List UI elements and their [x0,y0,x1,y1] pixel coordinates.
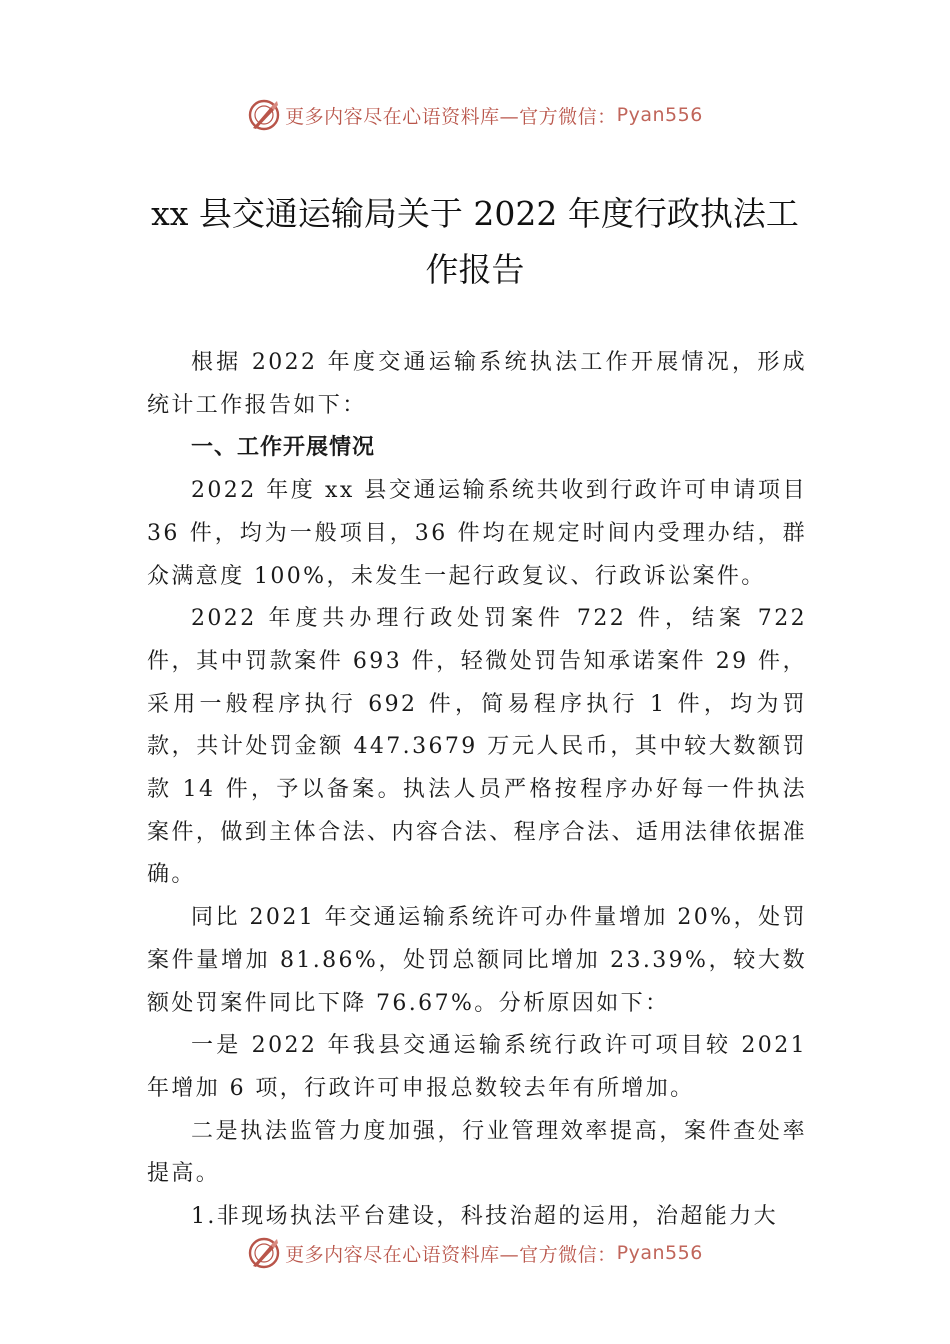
document-body [147,342,807,1239]
watermark-banner-top [0,95,950,135]
paragraph: 二是执法监管力度加强，行业管理效率提高，案件查处率提高。 [147,1118,807,1187]
title-line-1: xx 县交通运输局关于 2022 年度行政执法工 [151,194,799,233]
paragraph: 一是 2022 年我县交通运输系统行政许可项目较 2021 年增加 6 项，行政许可申报总数较去年有所增加。 [147,1033,807,1101]
paragraph: 同比 2021 年交通运输系统许可办件量增加 20%，处罚案件量增加 81.86%，处罚总额同比增加 23.39%，较大数额处罚案件同比下降 76.67%。分析原因如下： [147,905,807,1016]
watermark-id: Pyan556 [616,1242,703,1264]
paragraph: 1.非现场执法平台建设，科技治超的运用，治超能力大 [191,1204,778,1230]
watermark-text: 更多内容尽在心语资料库—官方微信： [285,105,617,128]
watermark-text: 更多内容尽在心语资料库—官方微信： [285,1243,617,1266]
paragraph: 2022 年度 xx 县交通运输系统共收到行政许可申请项目 36 件，均为一般项目，36 件均在规定时间内受理办结，群众满意度 100%，未发生一起行政复议、行政诉讼案件。 [147,478,807,589]
title-line-2: 作报告 [425,250,525,289]
watermark-id: Pyan556 [616,104,703,126]
document-title [140,186,810,298]
paragraph: 根据 2022 年度交通运输系统执法工作开展情况，形成统计工作报告如下： [147,350,807,418]
quill-logo-icon [247,98,281,132]
section-heading: 一、工作开展情况 [191,435,376,461]
quill-logo-icon [247,1236,281,1270]
watermark-banner-bottom [0,1233,950,1273]
paragraph: 2022 年度共办理行政处罚案件 722 件，结案 722 件，其中罚款案件 693 件，轻微处罚告知承诺案件 29 件，采用一般程序执行 692 件，简易程序执行 1 件，均为罚款，共计处罚金额 447.3679 万元人民币，其中较大数额罚款 14 件，予以备案。执法人员严格按程序办好每一件执法案件，做到主体合法、内容合法、程序合法、适用法律依据准确。 [147,606,807,888]
